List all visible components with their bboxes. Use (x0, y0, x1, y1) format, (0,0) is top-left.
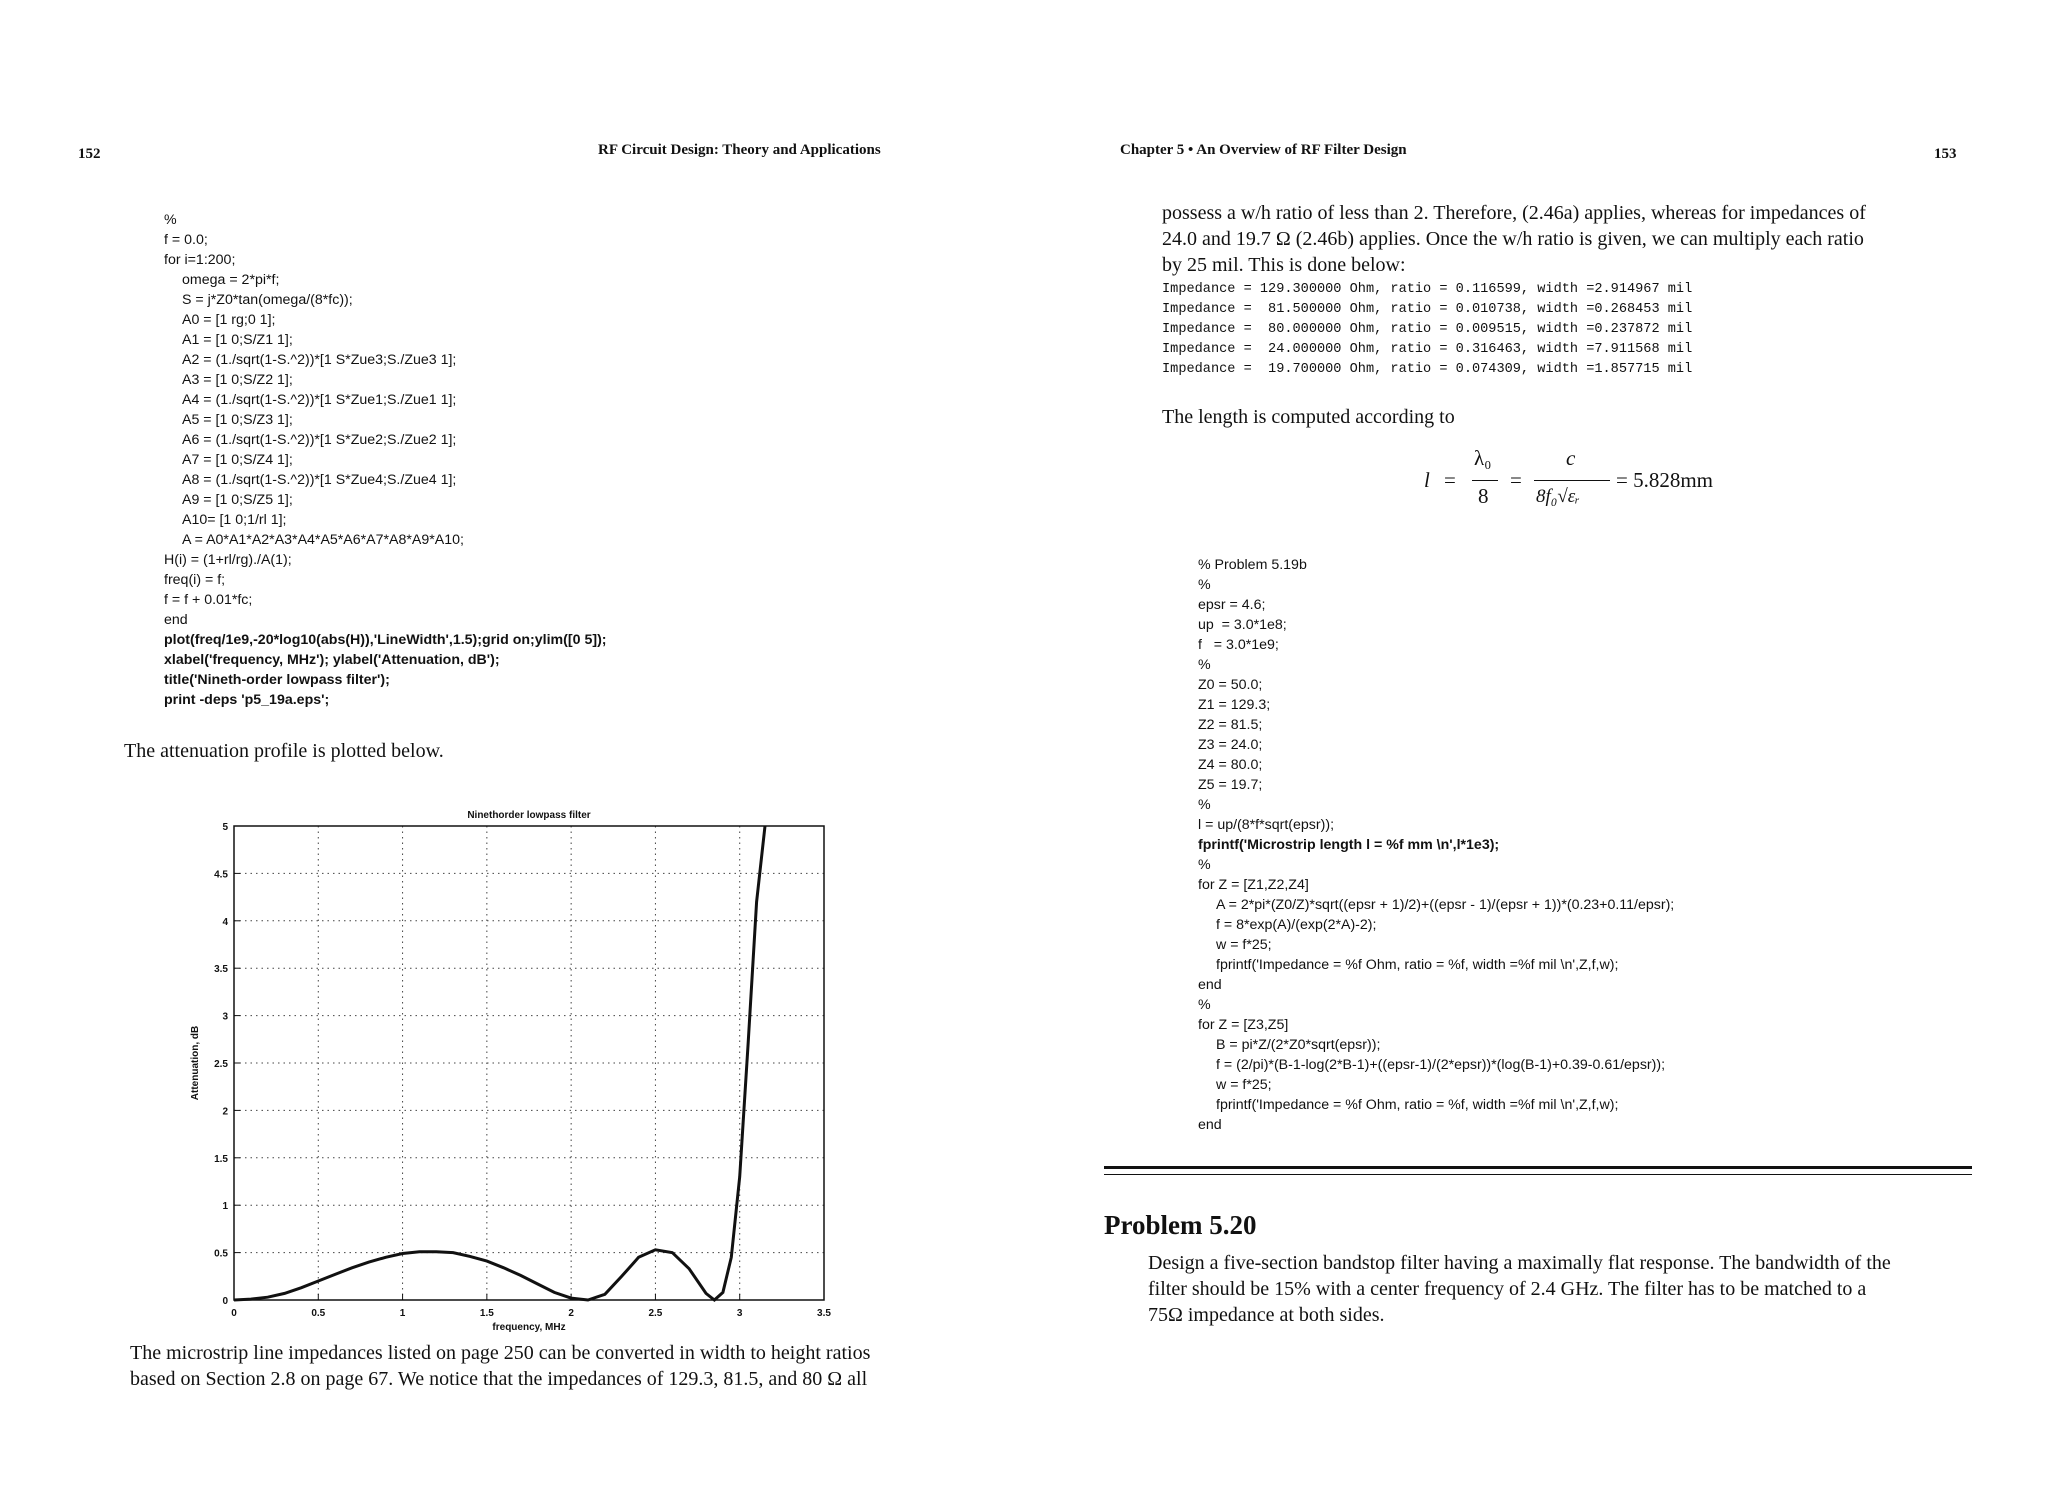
y-tick-label: 3 (222, 1011, 228, 1023)
bottom-text-line-1: The microstrip line impedances listed on page 250 can be converted in width to height ratios (130, 1342, 871, 1364)
code-line: Z0 = 50.0; (1198, 677, 1263, 693)
y-tick-label: 2.5 (214, 1059, 228, 1070)
code-line: S = j*Z0*tan(omega/(8*fc)); (182, 292, 353, 308)
x-tick-labels (231, 1308, 831, 1319)
code-line: for Z = [Z3,Z5] (1198, 1017, 1289, 1033)
x-tick-label: 1.5 (479, 1308, 494, 1319)
eq-den-2: 8f₀√εᵣ (1536, 486, 1580, 507)
code-line: Z5 = 19.7; (1198, 777, 1263, 793)
code-line: A3 = [1 0;S/Z2 1]; (182, 372, 293, 388)
code-line: f = 8*exp(A)/(exp(2*A)-2); (1216, 917, 1377, 933)
y-axis-label: Attenuation, dB (190, 1025, 201, 1101)
para-line-3: by 25 mil. This is done below: (1162, 254, 1406, 276)
para-line-2: 24.0 and 19.7 Ω (2.46b) applies. Once the w/h ratio is given, we can multiply each ratio (1162, 228, 1864, 250)
output-line: Impedance = 80.000000 Ohm, ratio = 0.009515, width =0.237872 mil (1162, 322, 1693, 337)
y-tick-label: 0.5 (214, 1248, 228, 1260)
code-line: A2 = (1./sqrt(1-S.^2))*[1 S*Zue3;S./Zue3 1]; (182, 352, 457, 368)
problem-line-2: filter should be 15% with a center frequency of 2.4 GHz. The filter has to be matched to a (1148, 1278, 1867, 1300)
attenuation-chart (180, 794, 840, 1339)
divider-rule (1104, 1166, 1972, 1169)
attenuation-intro: The attenuation profile is plotted below. (124, 740, 444, 762)
code-line: fprintf('Microstrip length l = %f mm \n',l*1e3); (1198, 837, 1500, 853)
code-line: A = 2*pi*(Z0/Z)*sqrt((epsr + 1)/2)+((epsr - 1)/(epsr + 1))*(0.23+0.11/epsr); (1216, 897, 1675, 913)
x-axis-label: frequency, MHz (492, 1322, 566, 1333)
y-tick-labels (214, 822, 228, 1307)
code-line: epsr = 4.6; (1198, 597, 1266, 613)
code-line: % (164, 212, 177, 228)
code-line: Z2 = 81.5; (1198, 717, 1263, 733)
code-line: f = 0.0; (164, 232, 208, 248)
code-line: A0 = [1 rg;0 1]; (182, 312, 276, 328)
length-text: The length is computed according to (1162, 406, 1455, 428)
code-line: A8 = (1./sqrt(1-S.^2))*[1 S*Zue4;S./Zue4 1]; (182, 472, 457, 488)
matlab-code-block (1198, 555, 1674, 1135)
code-line: A5 = [1 0;S/Z3 1]; (182, 412, 293, 428)
problem-line-1: Design a five-section bandstop filter having a maximally flat response. The bandwidth of the (1148, 1252, 1891, 1274)
x-tick-label: 3.5 (817, 1308, 831, 1319)
code-line: up = 3.0*1e8; (1198, 617, 1287, 633)
code-line: xlabel('frequency, MHz'); ylabel('Attenuation, dB'); (164, 652, 500, 668)
code-line: plot(freq/1e9,-20*log10(abs(H)),'LineWidth',1.5);grid on;ylim([0 5]); (164, 632, 607, 648)
problem-title: Problem 5.20 (1104, 1210, 1257, 1240)
x-tick-label: 2 (568, 1308, 574, 1319)
y-tick-label: 4 (222, 916, 228, 928)
code-line: A6 = (1./sqrt(1-S.^2))*[1 S*Zue2;S./Zue2 1]; (182, 432, 457, 448)
y-tick-label: 3.5 (214, 964, 228, 976)
y-tick-label: 5 (222, 822, 228, 833)
length-equation (1392, 444, 1722, 524)
eq-equals-2: = (1510, 468, 1522, 492)
code-line: H(i) = (1+rl/rg)./A(1); (164, 552, 292, 568)
page-number: 152 (78, 146, 101, 162)
right-page (1024, 0, 2048, 1504)
code-line: A1 = [1 0;S/Z1 1]; (182, 332, 293, 348)
code-line: w = f*25; (1216, 937, 1272, 953)
x-tick-label: 0.5 (311, 1308, 326, 1319)
eq-result: = 5.828mm (1616, 468, 1714, 492)
output-line: Impedance = 19.700000 Ohm, ratio = 0.074309, width =1.857715 mil (1162, 362, 1693, 377)
code-line: print -deps 'p5_19a.eps'; (164, 692, 330, 708)
code-line: % (1198, 657, 1211, 673)
fraction-bar (1534, 480, 1610, 481)
x-tick-label: 3 (736, 1308, 743, 1319)
bottom-text-line-2: based on Section 2.8 on page 67. We notice that the impedances of 129.3, 81.5, and 80 Ω all (130, 1368, 868, 1390)
code-line: l = up/(8*f*sqrt(epsr)); (1198, 817, 1335, 833)
code-line: for Z = [Z1,Z2,Z4] (1198, 877, 1309, 893)
code-line: A4 = (1./sqrt(1-S.^2))*[1 S*Zue1;S./Zue1 1]; (182, 392, 457, 408)
code-line: fprintf('Impedance = %f Ohm, ratio = %f, width =%f mil \n',Z,f,w); (1216, 957, 1619, 973)
eq-lhs: l (1424, 468, 1430, 492)
code-line: end (1198, 977, 1222, 993)
code-line: f = (2/pi)*(B-1-log(2*B-1)+((epsr-1)/(2*epsr))*(log(B-1)+0.39-0.61/epsr)); (1216, 1057, 1666, 1073)
y-tick-label: 4.5 (214, 869, 228, 881)
code-line: end (1198, 1117, 1222, 1133)
code-line: w = f*25; (1216, 1077, 1272, 1093)
code-line: fprintf('Impedance = %f Ohm, ratio = %f, width =%f mil \n',Z,f,w); (1216, 1097, 1619, 1113)
x-tick-label: 2.5 (648, 1308, 663, 1319)
x-tick-label: 0 (231, 1308, 237, 1319)
chart-title: Ninethorder lowpass filter (467, 810, 591, 821)
code-line: omega = 2*pi*f; (182, 272, 280, 288)
output-line: Impedance = 81.500000 Ohm, ratio = 0.010738, width =0.268453 mil (1162, 302, 1693, 317)
code-line: % Problem 5.19b (1198, 557, 1307, 573)
y-tick-label: 2 (222, 1106, 228, 1118)
y-tick-label: 1 (222, 1201, 228, 1213)
eq-den-1: 8 (1478, 484, 1489, 508)
y-tick-label: 0 (222, 1296, 228, 1307)
code-line: A10= [1 0;1/rl 1]; (182, 512, 287, 528)
problem-line-3: 75Ω impedance at both sides. (1148, 1304, 1385, 1326)
code-line: f = 3.0*1e9; (1198, 637, 1279, 653)
code-line: title('Nineth-order lowpass filter'); (164, 672, 390, 688)
page-number: 153 (1934, 146, 1957, 162)
code-line: B = pi*Z/(2*Z0*sqrt(epsr)); (1216, 1037, 1381, 1053)
code-line: A7 = [1 0;S/Z4 1]; (182, 452, 293, 468)
code-line: % (1198, 997, 1211, 1013)
code-line: % (1198, 577, 1211, 593)
para-line-1: possess a w/h ratio of less than 2. Therefore, (2.46a) applies, whereas for impedances of (1162, 202, 1866, 224)
code-line: for i=1:200; (164, 252, 236, 268)
divider-rule (1104, 1174, 1972, 1175)
running-head: RF Circuit Design: Theory and Applications (598, 142, 881, 158)
x-tick-label: 1 (399, 1308, 406, 1319)
code-line: A9 = [1 0;S/Z5 1]; (182, 492, 293, 508)
eq-num-2: c (1566, 446, 1576, 470)
running-head: Chapter 5 • An Overview of RF Filter Design (1120, 142, 1407, 158)
output-line: Impedance = 129.300000 Ohm, ratio = 0.116599, width =2.914967 mil (1162, 282, 1693, 297)
output-line: Impedance = 24.000000 Ohm, ratio = 0.316463, width =7.911568 mil (1162, 342, 1693, 357)
code-line: Z1 = 129.3; (1198, 697, 1271, 713)
fraction-bar (1472, 480, 1498, 481)
code-line: Z4 = 80.0; (1198, 757, 1263, 773)
code-line: freq(i) = f; (164, 572, 226, 588)
y-tick-label: 1.5 (214, 1153, 228, 1165)
eq-num-1: λ₀ (1474, 446, 1492, 470)
code-line: end (164, 612, 188, 628)
code-line: Z3 = 24.0; (1198, 737, 1263, 753)
matlab-code-block (164, 210, 607, 710)
impedance-output (1162, 280, 1692, 380)
code-line: f = f + 0.01*fc; (164, 592, 253, 608)
code-line: % (1198, 797, 1211, 813)
code-line: A = A0*A1*A2*A3*A4*A5*A6*A7*A8*A9*A10; (182, 532, 464, 548)
eq-equals-1: = (1444, 468, 1456, 492)
code-line: % (1198, 857, 1211, 873)
